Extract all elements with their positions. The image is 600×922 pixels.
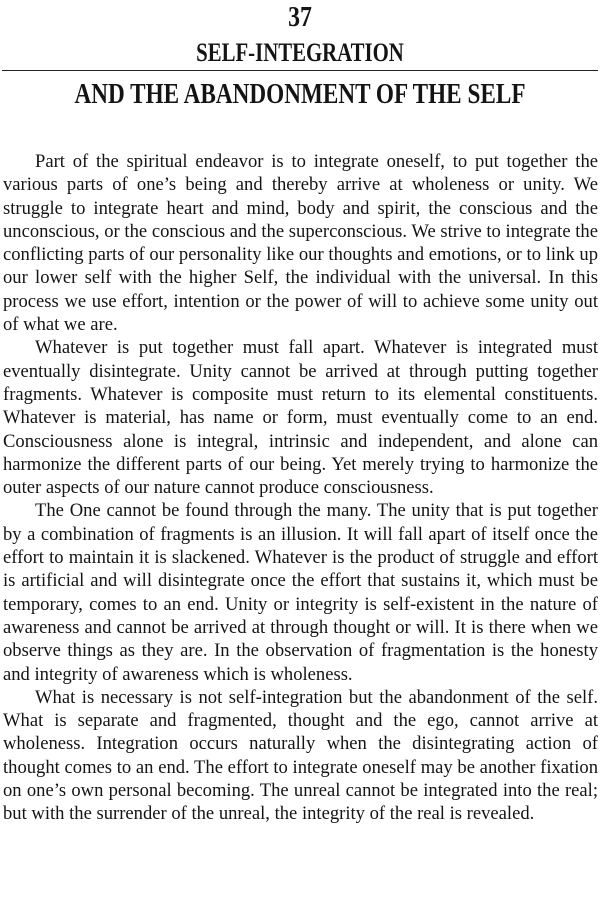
paragraph-2: Whatever is put together must fall apart. Whatever is integrated must eventually disintegrate. Unity cannot be arrived at through putting together fragments. Whatever is composite must return to its elemental constituents. Whatever is material, has name or form, must eventually come to an end. Consciousness alone is integral, intrinsic and independent, and alone can harmonize the different parts of our being. Yet merely trying to harmonize the outer aspects of our nature cannot produce consciousness. (3, 337, 598, 499)
paragraph-4: What is necessary is not self-integration but the abandonment of the self. What is separate and fragmented, thought and the ego, cannot arrive at wholeness. Integration occurs naturally when the disintegrating action of thought comes to an end. The effort to integrate oneself may be another fixation on one’s own personal becoming. The unreal cannot be integrated into the real; but with the surrender of the unreal, the integrity of the real is revealed. (3, 686, 598, 825)
chapter-title-line-1: SELF-INTEGRATION (196, 38, 404, 67)
paragraph-1: Part of the spiritual endeavor is to integrate oneself, to put together the various parts of one’s being and thereby arrive at wholeness or unity. We struggle to integrate heart and mind, body and spirit, the conscious and the unconscious, or the conscious and the superconscious. We strive to integrate the conflicting parts of our personality like our thoughts and emotions, or to link up our lower self with the higher Self, the individual with the universal. In this process we use effort, intention or the power of will to achieve some unity out of what we are. (3, 151, 598, 336)
chapter-body (3, 150, 598, 826)
title-divider (2, 70, 598, 71)
chapter-title-line-2: AND THE ABANDONMENT OF THE SELF (74, 78, 526, 110)
chapter-number: 37 (288, 1, 312, 33)
paragraph-3: The One cannot be found through the many. The unity that is put together by a combination of fragments is an illusion. It will fall apart of itself once the effort to maintain it is slackened. Whatever is the product of struggle and effort is artificial and will disintegrate once the effort that sustains it, which must be temporary, comes to an end. Unity or integrity is self-existent in the nature of awareness and cannot be arrived at through thought or will. It is there when we observe things as they are. In the observation of fragmentation is the honesty and integrity of awareness which is wholeness. (3, 500, 598, 685)
